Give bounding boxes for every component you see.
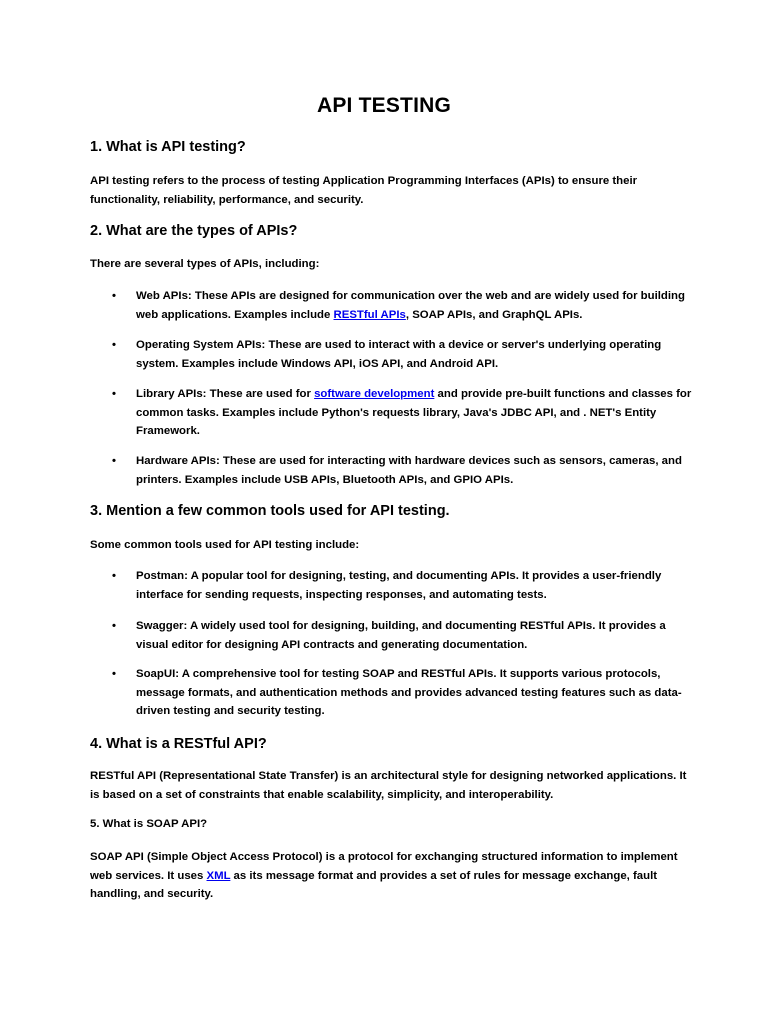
heading-what-is-api-testing: 1. What is API testing? — [90, 139, 246, 155]
list-item-web-apis: • Web APIs: These APIs are designed for communication over the web and are widely used for building web applications. Examples include RESTful APIs, SOAP APIs, and GraphQL APIs. — [136, 287, 696, 324]
list-item-hardware-apis: • Hardware APIs: These are used for interacting with hardware devices such as sensors, cameras, and printers. Examples include USB APIs, Bluetooth APIs, and GPIO APIs. — [136, 452, 696, 489]
bullet: • — [112, 388, 116, 400]
list-item-soapui: • SoapUI: A comprehensive tool for testing SOAP and RESTful APIs. It supports various protocols, message formats, and authentication methods and provides advanced testing features such as data-driven testing and security testing. — [136, 665, 696, 721]
software-development-link[interactable]: software development — [314, 388, 435, 400]
heading-types-of-apis: 2. What are the types of APIs? — [90, 223, 298, 239]
paragraph-tools-intro: Some common tools used for API testing include: — [90, 539, 360, 551]
paragraph-restful-definition: RESTful API (Representational State Transfer) is an architectural style for designing networked applications. It is based on a set of constraints that enable scalability, simplicity, and interoperability. — [90, 770, 687, 801]
xml-link[interactable]: XML — [206, 869, 231, 882]
list-item-postman: • Postman: A popular tool for designing, testing, and documenting APIs. It provides a user-friendly interface for sending requests, inspecting responses, and automating tests. — [136, 567, 696, 604]
bullet: • — [112, 620, 116, 632]
list-item-os-apis: • Operating System APIs: These are used to interact with a device or server's underlying operating system. Examples include Windows API, iOS API, and Android API. — [136, 336, 696, 373]
bullet: • — [112, 339, 116, 351]
bullet: • — [112, 290, 116, 302]
heading-restful-api: 4. What is a RESTful API? — [90, 736, 267, 752]
heading-common-tools: 3. Mention a few common tools used for API testing. — [90, 503, 450, 519]
bullet: • — [112, 668, 116, 680]
list-item-swagger: • Swagger: A widely used tool for designing, building, and documenting RESTful APIs. It provides a visual editor for designing API contracts and generating documentation. — [136, 617, 696, 654]
bullet: • — [112, 455, 116, 467]
paragraph-types-intro: There are several types of APIs, including: — [90, 258, 320, 270]
bullet: • — [112, 570, 116, 582]
page-title: API TESTING — [316, 94, 452, 117]
heading-soap-api: 5. What is SOAP API? — [90, 818, 208, 830]
paragraph-soap-definition: SOAP API (Simple Object Access Protocol) is a protocol for exchanging structured information to implement web services. It uses XML as its message format and provides a set of rules for message exchange, fault handling, and security. — [90, 851, 678, 900]
restful-apis-link[interactable]: RESTful APIs — [333, 308, 406, 321]
paragraph-api-testing-definition: API testing refers to the process of testing Application Programming Interfaces (APIs) to ensure their functionality, reliability, performance, and security. — [90, 175, 638, 206]
list-item-library-apis: • Library APIs: These are used for software development and provide pre-built functions and classes for common tasks. Examples include Python's requests library, Java's JDBC API, and . NET's Entity Framework. — [136, 385, 696, 441]
